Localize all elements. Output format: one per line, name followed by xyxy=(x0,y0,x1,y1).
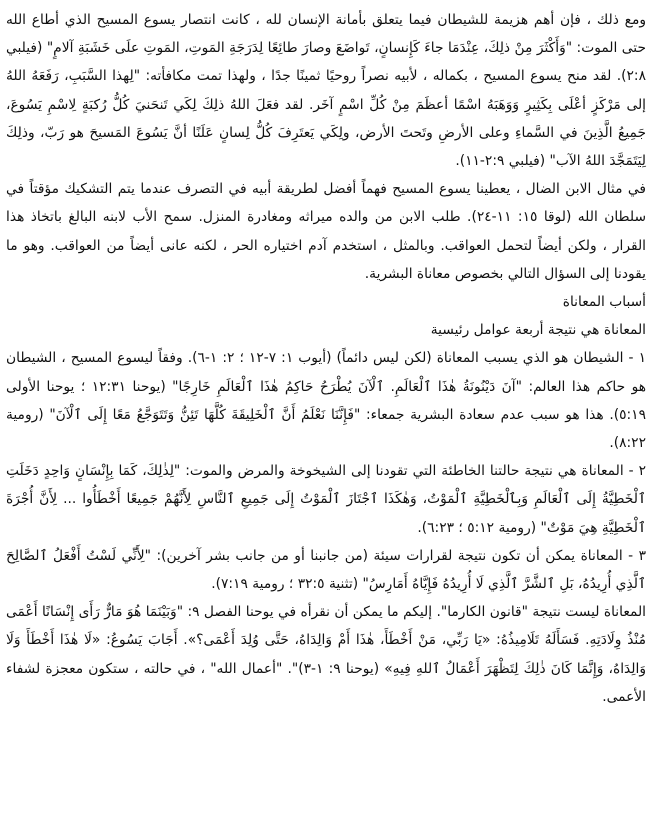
paragraph-cause-3: ٣ - المعاناة يمكن أن تكون نتيجة لقرارات سيئة (من جانبنا أو من جانب بشر آخرين): "لِأَنِّي لَسْتُ أَفْعَلُ ٱلصَّالِحَ ٱلَّذِي أُرِيدُهُ، بَلِ ٱلشَّرَّ ٱلَّذِي لَا أُرِيدُهُ فَإِيَّاهُ أَمَارِسُ" (تثنية ٣٢:٥ ؛ رومية ٧:١٩). xyxy=(6,547,646,593)
paragraph-cause-2: ٢ - المعاناة هي نتيجة حالتنا الخاطئة التي تقودنا إلى الشيخوخة والمرض والموت: "لِذٰلِكَ، كَمَا بِإِنْسَانٍ وَاحِدٍ دَخَلَتِ ٱلْخَطِيَّةُ إِلَى ٱلْعَالَمِ وَبِٱلْخَطِيَّةِ ٱلْمَوْتُ، وَهٰكَذَا ٱجْتَازَ ٱلْمَوْتُ إِلَى جَمِيعِ ٱلنَّاسِ لِأَنَّهُمْ جَمِيعًا أَخْطَأُوا ... لِأَنَّ أُجْرَةَ ٱلْخَطِيَّةِ هِيَ مَوْتٌ" (رومية ٥:١٢ ؛ ٦:٢٣). xyxy=(6,463,646,536)
paragraph-victory-of-christ: ومع ذلك ، فإن أهم هزيمة للشيطان فيما يتعلق بأمانة الإنسان لله ، كانت انتصار يسوع المسيح الذي أطاع الله حتى الموت: "وَأَكْثَرَ مِنْ ذلِكَ، عِنْدَمَا جاءَ كَإِنسانٍ، تَواضَعَ وصارَ طائِعًا لِدَرَجَةِ المَوتِ، المَوتِ علَى خَشَبَةِ آلامٍ" (فيلبي ٢:٨). لقد منح يسوع المسيح ، بكماله ، لأبيه نصراً روحيًا ثمينًا جدًا ، ولهذا تمت مكافأته: "لِهذا السَّبَبِ، رَفَعَهُ اللهُ إلى مَرْكَزٍ أعْلَى بِكَثِيرٍ وَوَهَبَهُ اسْمًا أعظَمَ مِنْ كُلِّ اسْمٍ آخَر. لقد فعَلَ اللهُ ذلِكَ لِكَي تَنحَنيَ كُلُّ رُكبَةٍ لِاسْمِ يَسُوعَ، جَمِيعُ الَّذِينَ في السَّماءِ وعلى الأرضِ وتَحتَ الأرض، ولِكَي يَعتَرِفَ كُلُّ لِسانٍ عَلَنًا أنَّ يَسُوعَ المَسيحَ هو رَبّ، وذلِكَ لِيَتَمَجَّدَ اللهُ الآب" (فيلبي ٢:٩-١١). xyxy=(6,12,646,170)
document-body xyxy=(6,6,646,711)
paragraph-cause-1: ١ - الشيطان هو الذي يسبب المعاناة (لكن ليس دائماً) (أيوب ١: ٧-١٢ ؛ ٢: ١-٦). وفقاً ليسوع المسيح ، الشيطان هو حاكم هذا العالم: "آنَ دَيْنُونَةُ هٰذَا ٱلْعَالَمِ. ٱلْآنَ يُطْرَحُ حَاكِمُ هٰذَا ٱلْعَالَمِ خَارِجًا" (يوحنا ١٢:٣١ ؛ يوحنا الأولى ٥:١٩). هذا هو سبب عدم سعادة البشرية جمعاء: "فَإِنَّنَا نَعْلَمُ أَنَّ ٱلْخَلِيقَةَ كُلَّهَا تَئِنُّ وَتَتَوَجَّعُ مَعًا إِلَى ٱلْآنَ" (رومية ٨:٢٢). xyxy=(6,350,646,452)
paragraph-karma: المعاناة ليست نتيجة "قانون الكارما". إليكم ما يمكن أن نقرأه في يوحنا الفصل ٩: "وَبَيْنَمَا هُوَ مَارٌّ رَأَى إِنْسَانًا أَعْمَى مُنْذُ وِلَادَتِهِ. فَسَأَلَهُ تَلَامِيذُهُ: «يَا رَبِّي، مَنْ أَخْطَأَ، هٰذَا أَمْ وَالِدَاهُ، حَتَّى وُلِدَ أَعْمَى؟». أَجَابَ يَسُوعُ: «لَا هٰذَا أَخْطَأَ وَلَا وَالِدَاهُ، وَإِنَّمَا كَانَ ذٰلِكَ لِتَظْهَرَ أَعْمَالُ ٱللهِ فِيهِ» (يوحنا ٩: ١-٣)". "أعمال الله" ، في حالته ، ستكون معجزة لشفاء الأعمى. xyxy=(6,604,646,705)
paragraph-prodigal-son: في مثال الابن الضال ، يعطينا يسوع المسيح فهماً أفضل لطريقة أبيه في التصرف عندما يتم التشكيك مؤقتاً في سلطان الله (لوقا ١٥: ١١-٢٤). طلب الابن من والده ميراثه ومغادرة المنزل. سمح الأب لابنه البالغ باتخاذ هذا القرار ، ولكن أيضاً لتحمل العواقب. وبالمثل ، استخدم آدم اختياره الحر ، لكنه عانى أيضاً من العواقب. وهو ما يقودنا إلى السؤال التالي بخصوص معاناة البشرية. xyxy=(6,181,647,282)
paragraph-four-factors: المعاناة هي نتيجة أربعة عوامل رئيسية xyxy=(430,322,646,339)
section-heading: أسباب المعاناة xyxy=(562,294,646,311)
